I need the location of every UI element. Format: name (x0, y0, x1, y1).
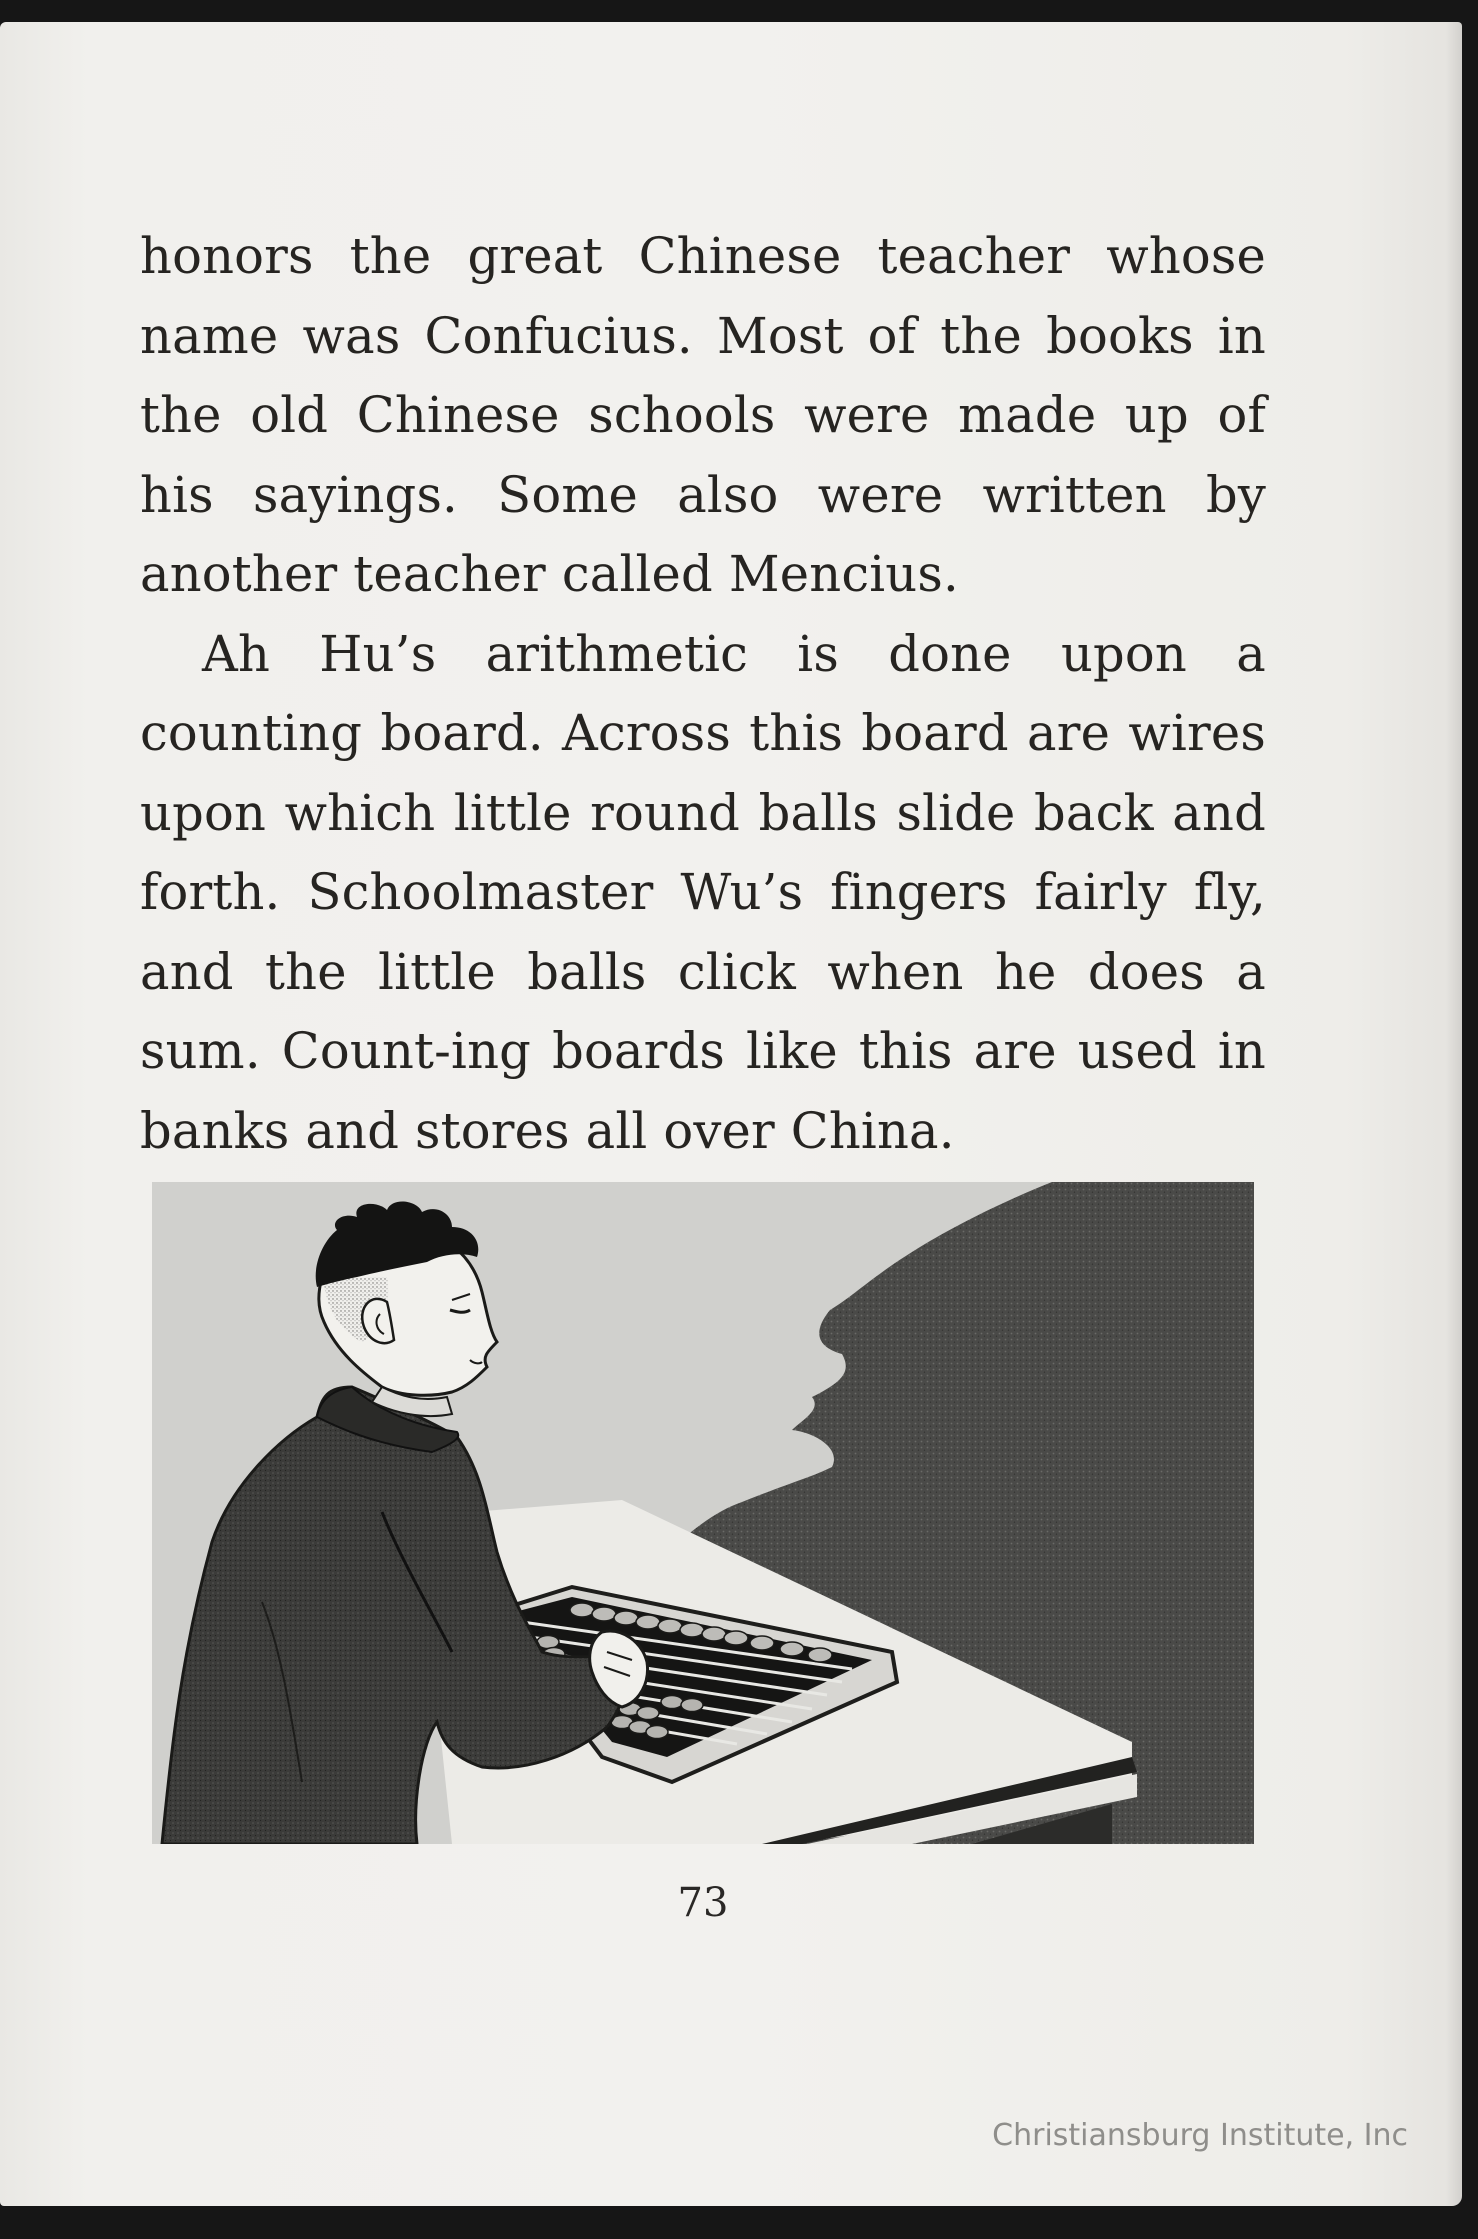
page-edge-shadow (1446, 22, 1462, 2206)
paragraph-confucius: honors the great Chinese teacher whose name was Confucius. Most of the books in the old Chinese schools were made up of his sayings. Some also were written by another teacher called Mencius. (140, 227, 1266, 603)
boy-with-counting-board-illustration (152, 1182, 1254, 1844)
illustration-svg (152, 1182, 1254, 1844)
book-page (0, 22, 1462, 2206)
body-text (140, 217, 1266, 1171)
watermark: Christiansburg Institute, Inc (992, 2118, 1408, 2153)
paragraph-counting-board: Ah Hu’s arithmetic is done upon a counting board. Across this board are wires upon which little round balls slide back and forth. Schoolmaster Wu’s fingers fairly fly, and the little balls click when he does a sum. Count-ing boards like this are used in banks and stores all over China. (140, 624, 1266, 1160)
page-number: 73 (677, 1880, 729, 1926)
